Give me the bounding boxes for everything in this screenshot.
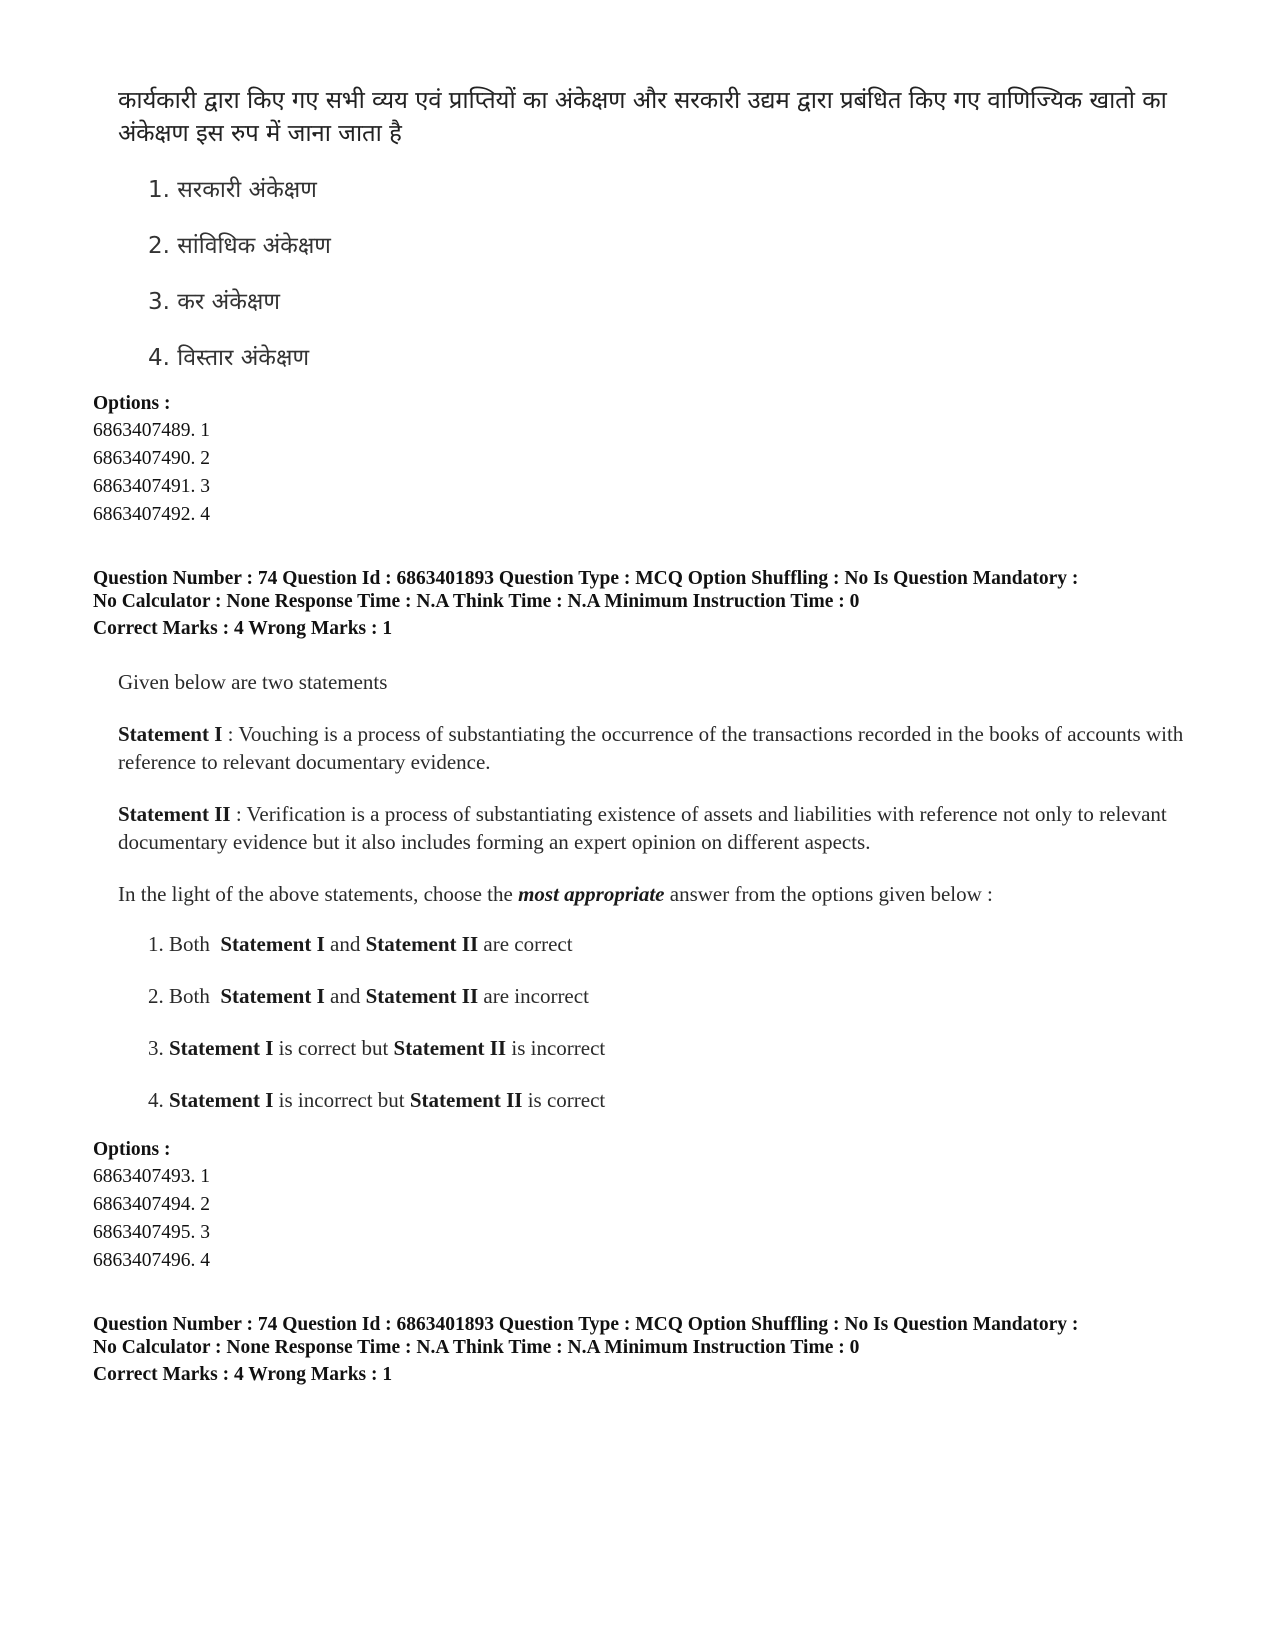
choice-text: is incorrect but: [273, 1088, 410, 1112]
question-marks-line: Correct Marks : 4 Wrong Marks : 1: [93, 1364, 393, 1385]
choice-bold: Statement I: [220, 984, 325, 1008]
question-intro: Given below are two statements: [118, 670, 388, 694]
english-choice-2: [148, 984, 589, 1009]
option-id-line: 6863407493. 1: [93, 1166, 210, 1187]
statement-2: [118, 800, 1198, 856]
option-id-line: 6863407494. 2: [93, 1194, 210, 1215]
option-id-line: 6863407495. 3: [93, 1222, 210, 1243]
choice-bold: Statement I: [169, 1036, 274, 1060]
question-stem-hindi: कार्यकारी द्वारा किए गए सभी व्यय एवं प्राप्तियों का अंकेक्षण और सरकारी उद्यम द्वारा प्रबंधित किए गए वाणिज्यिक खातो का अंकेक्षण इस रुप में जाना जाता है: [118, 86, 1167, 147]
choice-text: is incorrect: [506, 1036, 606, 1060]
option-id-line: 6863407490. 2: [93, 448, 210, 469]
choice-text: 4.: [148, 1088, 169, 1112]
choice-bold: Statement I: [220, 932, 325, 956]
choice-text: are correct: [478, 932, 573, 956]
english-choice-1: [148, 932, 573, 957]
option-id-line: 6863407496. 4: [93, 1250, 210, 1271]
statement-1-label: Statement I: [118, 722, 223, 746]
option-id-line: 6863407491. 3: [93, 476, 210, 497]
statement-2-label: Statement II: [118, 802, 231, 826]
choice-text: is correct but: [273, 1036, 394, 1060]
hindi-choice-2: 2. सांविधिक अंकेक्षण: [148, 233, 331, 259]
english-choice-4: [148, 1088, 605, 1113]
choice-bold: Statement I: [169, 1088, 274, 1112]
hindi-choice-3: 3. कर अंकेक्षण: [148, 289, 280, 315]
choice-bold: Statement II: [365, 984, 479, 1008]
choice-text: 2. Both: [148, 984, 221, 1008]
question-prompt: [118, 880, 1198, 908]
prompt-emphasis: most appropriate: [518, 882, 665, 906]
english-choice-3: [148, 1036, 605, 1061]
choice-bold: Statement II: [393, 1036, 507, 1060]
choice-text: and: [324, 932, 366, 956]
options-heading: Options :: [93, 393, 171, 414]
prompt-pre: In the light of the above statements, choose the: [118, 882, 519, 906]
question-marks-line: Correct Marks : 4 Wrong Marks : 1: [93, 618, 393, 639]
choice-text: are incorrect: [478, 984, 589, 1008]
choice-text: and: [324, 984, 366, 1008]
question-meta-line-2: No Calculator : None Response Time : N.A Think Time : N.A Minimum Instruction Time : 0: [93, 591, 860, 612]
choice-text: 1. Both: [148, 932, 221, 956]
choice-text: is correct: [522, 1088, 606, 1112]
question-meta-line-1: Question Number : 74 Question Id : 6863401893 Question Type : MCQ Option Shuffling : No Is Question Mandatory :: [93, 1314, 1079, 1335]
prompt-post: answer from the options given below :: [664, 882, 993, 906]
question-meta-line-2: No Calculator : None Response Time : N.A Think Time : N.A Minimum Instruction Time : 0: [93, 1337, 860, 1358]
choice-bold: Statement II: [409, 1088, 523, 1112]
choice-text: 3.: [148, 1036, 169, 1060]
choice-bold: Statement II: [365, 932, 479, 956]
hindi-choice-1: 1. सरकारी अंकेक्षण: [148, 177, 317, 203]
statement-2-text: : Verification is a process of substantiating existence of assets and liabilities with reference not only to relevant documentary evidence but it also includes forming an expert opinion on different aspects.: [118, 802, 1167, 854]
option-id-line: 6863407492. 4: [93, 504, 210, 525]
option-id-line: 6863407489. 1: [93, 420, 210, 441]
options-heading: Options :: [93, 1139, 171, 1160]
statement-1-text: : Vouching is a process of substantiating the occurrence of the transactions recorded in the books of accounts with reference to relevant documentary evidence.: [118, 722, 1184, 774]
hindi-choice-4: 4. विस्तार अंकेक्षण: [148, 345, 310, 371]
question-meta-line-1: Question Number : 74 Question Id : 6863401893 Question Type : MCQ Option Shuffling : No Is Question Mandatory :: [93, 568, 1079, 589]
statement-1: [118, 720, 1198, 776]
